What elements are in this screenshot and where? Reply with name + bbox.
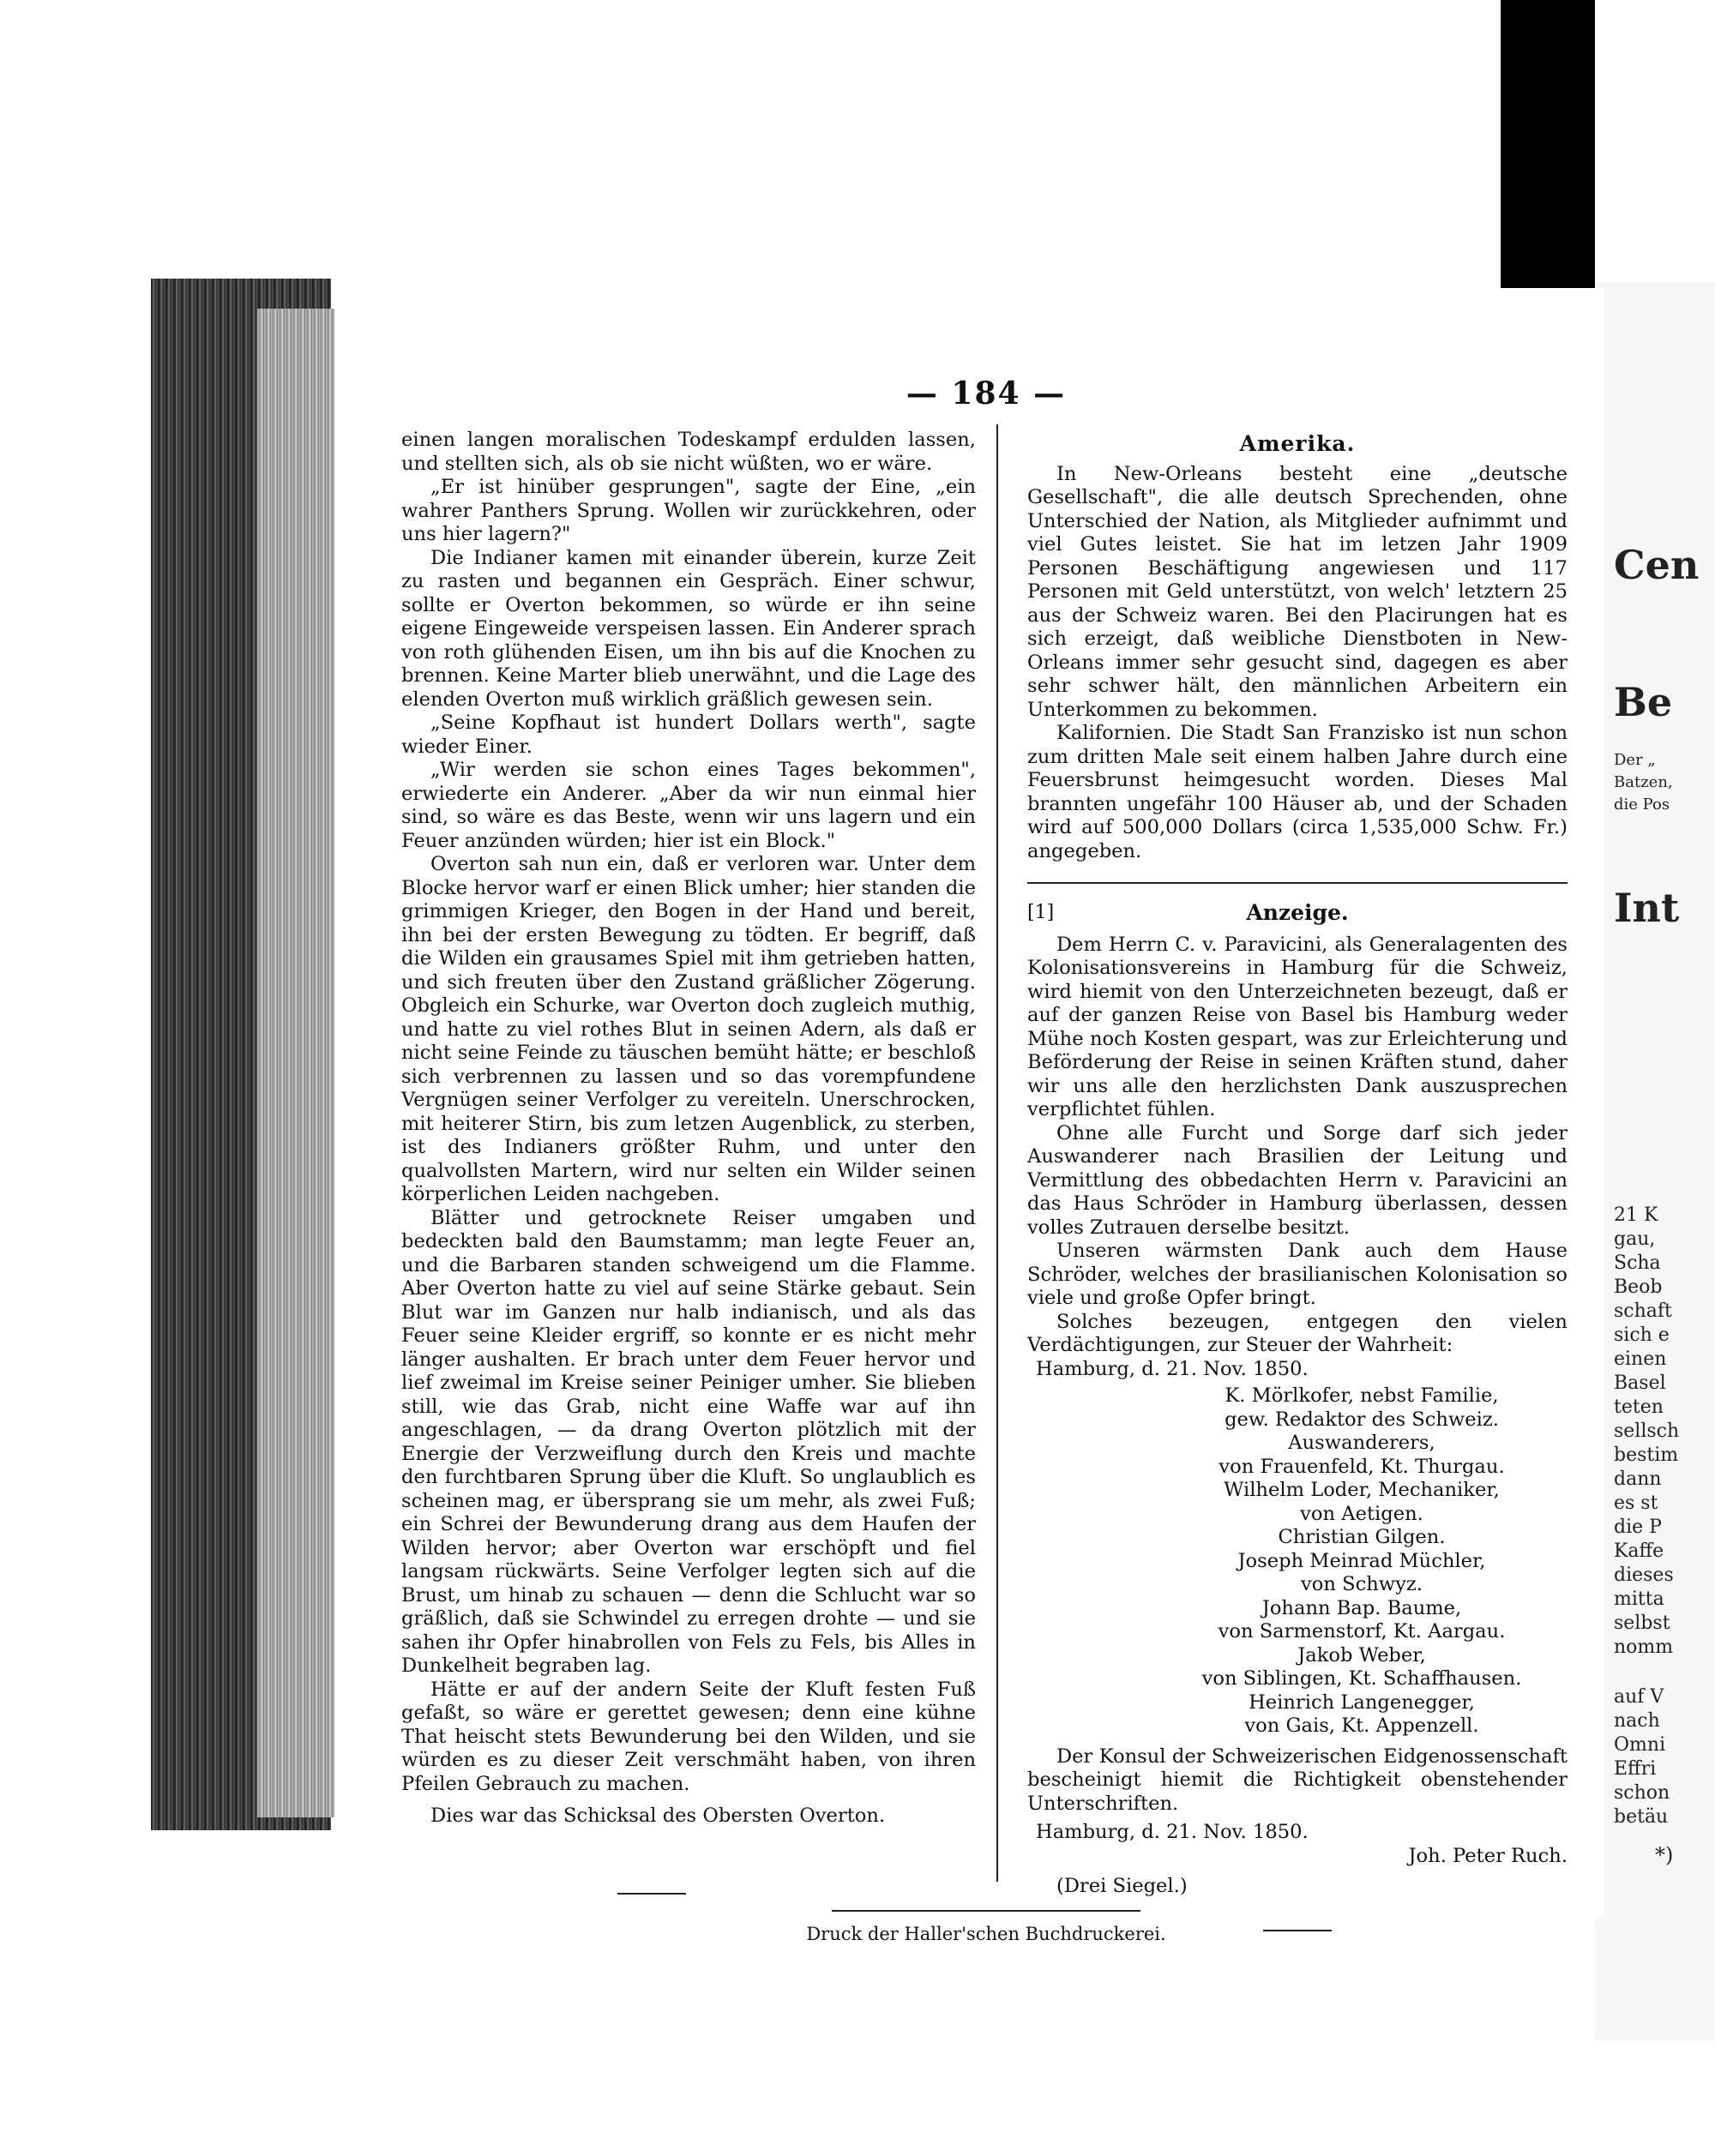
signature-line: Christian Gilgen. <box>1278 1526 1446 1548</box>
story-paragraph: Die Indianer kamen mit einander überein, kurze Zeit zu rasten und begannen ein Gespräch. Einer schwur, sollte er Overton bekommen, so würde er ihn seine eigene Eingeweide verspeisen lassen. Ein Anderer sprach von roth glühenden Eisen, um ihn bis auf die Knochen zu brennen. Keine Marter blieb unerwähnt, und die Lage des elenden Overton muß wirklich gräßlich gewesen sein. <box>401 546 976 711</box>
neighbor-fragment: selbst <box>1614 1612 1670 1634</box>
signature-line: K. Mörlkofer, nebst Familie, <box>1225 1384 1499 1407</box>
neighbor-fragment: Der „ <box>1614 751 1656 769</box>
signature-block <box>1027 1384 1568 1739</box>
printer-rule <box>832 1910 1140 1912</box>
neighbor-fragment: Scha <box>1614 1252 1661 1274</box>
neighbor-fragment: die Pos <box>1614 796 1670 814</box>
signature-line: von Frauenfeld, Kt. Thurgau. <box>1219 1455 1505 1478</box>
section-heading-amerika: Amerika. <box>1239 431 1356 456</box>
neighbor-fragment: auf V <box>1614 1686 1664 1708</box>
neighbor-fragment: einen <box>1614 1348 1667 1370</box>
ad-paragraph: Ohne alle Furcht und Sorge darf sich jeder Auswanderer nach Brasilien der Leitung und Vermittlung des obbedachten Herrn v. Paravicini an das Haus Schröder in Hamburg überlassen, dessen volles Zutrauen derselbe besitzt. <box>1027 1121 1568 1239</box>
story-paragraph: Blätter und getrocknete Reiser umgaben und bedeckten bald den Baumstamm; man legte Feuer an, und die Barbaren standen schweigend um die Flamme. Aber Overton hatte zu viel auf seine Stärke gebaut. Sein Blut war im Ganzen nur halb indianisch, und als das Feuer seine Kleider ergriff, so konnte er es nicht mehr länger aushalten. Er brach unter dem Feuer hervor und lief zweimal im Kreise seiner Peiniger umher. Sie blieben still, wie das Grab, nicht eine Waffe war auf ihn angeschlagen, — da drang Overton plötzlich mit der Energie der Verzweiflung durch den Kreis und machte den furchtbaren Sprung über die Kluft. So unglaublich es scheinen mag, er übersprang sie um mehr, als zwei Fuß; ein Schrei der Bewunderung drang aus dem Haufen der Wilden hervor; aber Overton war erschöpft und fiel langsam rückwärts. Seine Verfolger legten sich auf die Brust, um hinab zu schauen — denn die Schlucht war so gräßlich, daß sie Schwindel zu erregen drohte — und sie sahen ihr Opfer hinabrollen von Fels zu Fels, bis Alles in Dunkelheit begraben lag. <box>401 1206 976 1677</box>
scan-dark-corner <box>1501 0 1595 300</box>
ad-paragraph: Unseren wärmsten Dank auch dem Hause Schröder, welches der brasilianischen Kolonisation so viele und große Opfer bringt. <box>1027 1240 1568 1309</box>
neighbor-fragment: nach <box>1614 1710 1660 1732</box>
signature-line: von Gais, Kt. Appenzell. <box>1244 1715 1479 1737</box>
neighbor-fragment: bestim <box>1614 1444 1679 1466</box>
news-paragraph: In New-Orleans besteht eine „deutsche Gesellschaft", die alle deutsch Sprechenden, ohne Unterschied der Nation, als Mitglieder aufnimmt und viel Gutes leistet. Sie hat im letzen Jahr 1909 Personen Beschäftigung angewiesen und 117 Personen mit Geld unterstützt, von welch' letztern 25 aus der Schweiz waren. Bei den Placirungen hat es sich erzeigt, daß weibliche Dienstboten in New-Orleans immer sehr gesucht sind, dagegen es aber sehr schwer hält, den männlichen Arbeitern ein Unterkommen zu bekommen. <box>1027 462 1568 721</box>
ad-paragraph: Solches bezeugen, entgegen den vielen Verdächtigungen, zur Steuer der Wahrheit: <box>1027 1310 1568 1356</box>
neighbor-fragment: es st <box>1614 1492 1658 1514</box>
neighbor-fragment: Be <box>1614 679 1673 725</box>
story-paragraph: einen langen moralischen Todeskampf erdulden lassen, und stellten sich, als ob sie nicht wüßten, wo er wäre. <box>401 429 976 475</box>
neighbor-fragment: die P <box>1614 1516 1662 1538</box>
signature-line: von Siblingen, Kt. Schaffhausen. <box>1201 1667 1522 1690</box>
neighbor-fragment: sich e <box>1614 1324 1670 1346</box>
neighbor-fragment: betäu <box>1614 1806 1669 1828</box>
story-paragraph: „Wir werden sie schon eines Tages bekommen", erwiederte ein Anderer. „Aber da wir nun einmal hier sind, so wäre es das Beste, wenn wir uns lagern und ein Feuer anzünden würden; hier ist ein Block." <box>401 759 976 852</box>
news-paragraph: Kalifornien. Die Stadt San Franzisko ist nun schon zum dritten Male seit einem halben Jahre durch eine Feuersbrunst heimgesucht worden. Dieses Mal brannten ungefähr 100 Häuser ab, und der Schaden wird auf 500,000 Dollars (circa 1,535,000 Schw. Fr.) angegeben. <box>1027 722 1568 862</box>
neighbor-fragment: Effri <box>1614 1758 1657 1780</box>
neighbor-fragment: *) <box>1655 1843 1674 1867</box>
consul-statement: Der Konsul der Schweizerischen Eidgenossenschaft bescheinigt hiemit die Richtigkeit obenstehender Unterschriften. <box>1027 1745 1568 1815</box>
story-paragraph: „Er ist hinüber gesprungen", sagte der Eine, „ein wahrer Panthers Sprung. Wollen wir zurückkehren, oder uns hier lagern?" <box>401 476 976 545</box>
section-separator <box>1027 882 1568 884</box>
signature-line: Joseph Meinrad Müchler, <box>1237 1549 1486 1572</box>
printer-imprint: Druck der Haller'schen Buchdruckerei. <box>806 1924 1166 1944</box>
neighbor-fragment: Beob <box>1614 1276 1663 1298</box>
ad-paragraph: Dem Herrn C. v. Paravicini, als Generalagenten des Kolonisationsvereins in Hamburg für die Schweiz, wird hiemit von den Unterzeichneten bezeugt, daß er auf der ganzen Reise von Basel bis Hamburg weder Mühe noch Kosten gespart, was zur Erleichterung und Beförderung der Reise in seinen Kräften stund, daher wir uns alle den herzlichsten Dank auszusprechen verpflichtet fühlen. <box>1027 933 1568 1120</box>
signature-line: Johann Bap. Baume, <box>1261 1596 1462 1619</box>
signature-line: Wilhelm Loder, Mechaniker, <box>1224 1479 1500 1501</box>
story-paragraph: „Seine Kopfhaut ist hundert Dollars werth", sagte wieder Einer. <box>401 712 976 758</box>
neighbor-fragment: Cen <box>1614 542 1700 588</box>
ad-heading: Anzeige. <box>1246 900 1349 925</box>
story-paragraph: Overton sah nun ein, daß er verloren war. Unter dem Blocke hervor warf er einen Blick umher; hier standen die grimmigen Krieger, den Bogen in der Hand und bereit, ihn bei der ersten Bewegung zu tödten. Er begriff, daß die Wilden ein grausames Spiel mit ihm getrieben hatten, und sich freuten über den Zustand gräßlicher Zögerung. Obgleich ein Schurke, war Overton doch zugleich muthig, und hatte zu viel rothes Blut in seinen Adern, als daß er nicht seine Feinde zu täuschen bemüht hätte; er beschloß sich verbrennen zu lassen und so das vorempfundene Vergnügen seiner Verfolger zu vereiteln. Unerschrocken, mit heiterer Stirn, bis zum letzen Augenblick, zu sterben, ist des Indianers größter Ruhm, und unter den qualvollsten Martern, wird nur selten ein Wilder seinen körperlichen Leiden nachgeben. <box>401 853 976 1205</box>
neighbor-fragment: teten <box>1614 1396 1664 1418</box>
neighbor-fragment: 21 K <box>1614 1204 1658 1226</box>
consul-name: Joh. Peter Ruch. <box>1408 1844 1568 1867</box>
neighbor-fragment: schaft <box>1614 1300 1672 1322</box>
neighbor-fragment: dann <box>1614 1468 1662 1490</box>
column-end-rule <box>617 1893 686 1895</box>
neighbor-fragment: sellsch <box>1614 1420 1680 1442</box>
signature-line: gew. Redaktor des Schweiz. Auswanderers, <box>1225 1408 1499 1454</box>
scan-margin-left <box>0 0 144 2156</box>
signature-line: von Aetigen. <box>1300 1502 1423 1525</box>
page-number: — 184 — <box>906 375 1067 411</box>
neighbor-fragment: Omni <box>1614 1734 1666 1756</box>
signature-line: von Schwyz. <box>1301 1573 1423 1595</box>
neighbor-page-strip <box>1595 283 1715 2040</box>
right-column <box>1027 429 1568 1931</box>
consul-date: Hamburg, d. 21. Nov. 1850. <box>1036 1821 1309 1843</box>
book-page-edges-inner <box>257 309 334 1817</box>
left-column <box>401 429 976 1829</box>
neighbor-fragment: nomm <box>1614 1637 1674 1658</box>
column-divider <box>996 424 998 1882</box>
neighbor-fragment: Basel <box>1614 1372 1666 1394</box>
ad-marker: [1] <box>1027 902 1055 923</box>
neighbor-fragment: mitta <box>1614 1588 1664 1610</box>
neighbor-fragment: Int <box>1614 885 1680 931</box>
neighbor-fragment: Batzen, <box>1614 773 1673 791</box>
neighbor-fragment: schon <box>1614 1782 1670 1804</box>
neighbor-fragment: dieses <box>1614 1564 1674 1586</box>
story-closing-line: Dies war das Schicksal des Obersten Overton. <box>430 1805 886 1827</box>
signature-line: von Sarmenstorf, Kt. Aargau. <box>1218 1620 1506 1643</box>
neighbor-fragment: gau, <box>1614 1228 1656 1250</box>
story-paragraph: Hätte er auf der andern Seite der Kluft festen Fuß gefaßt, so wäre er gerettet gewesen; denn eine kühne That heischt stets Bewunderung bei den Wilden, und sie würden es zu dieser Zeit verschmäht haben, von ihren Pfeilen Gebrauch zu machen. <box>401 1678 976 1795</box>
signature-line: Heinrich Langenegger, <box>1249 1691 1475 1714</box>
signature-line: Jakob Weber, <box>1297 1643 1426 1667</box>
ad-date: Hamburg, d. 21. Nov. 1850. <box>1036 1357 1309 1380</box>
seals-note: (Drei Siegel.) <box>1056 1875 1188 1897</box>
ad-heading-row <box>1027 901 1568 925</box>
neighbor-fragment: Kaffe <box>1614 1540 1664 1562</box>
